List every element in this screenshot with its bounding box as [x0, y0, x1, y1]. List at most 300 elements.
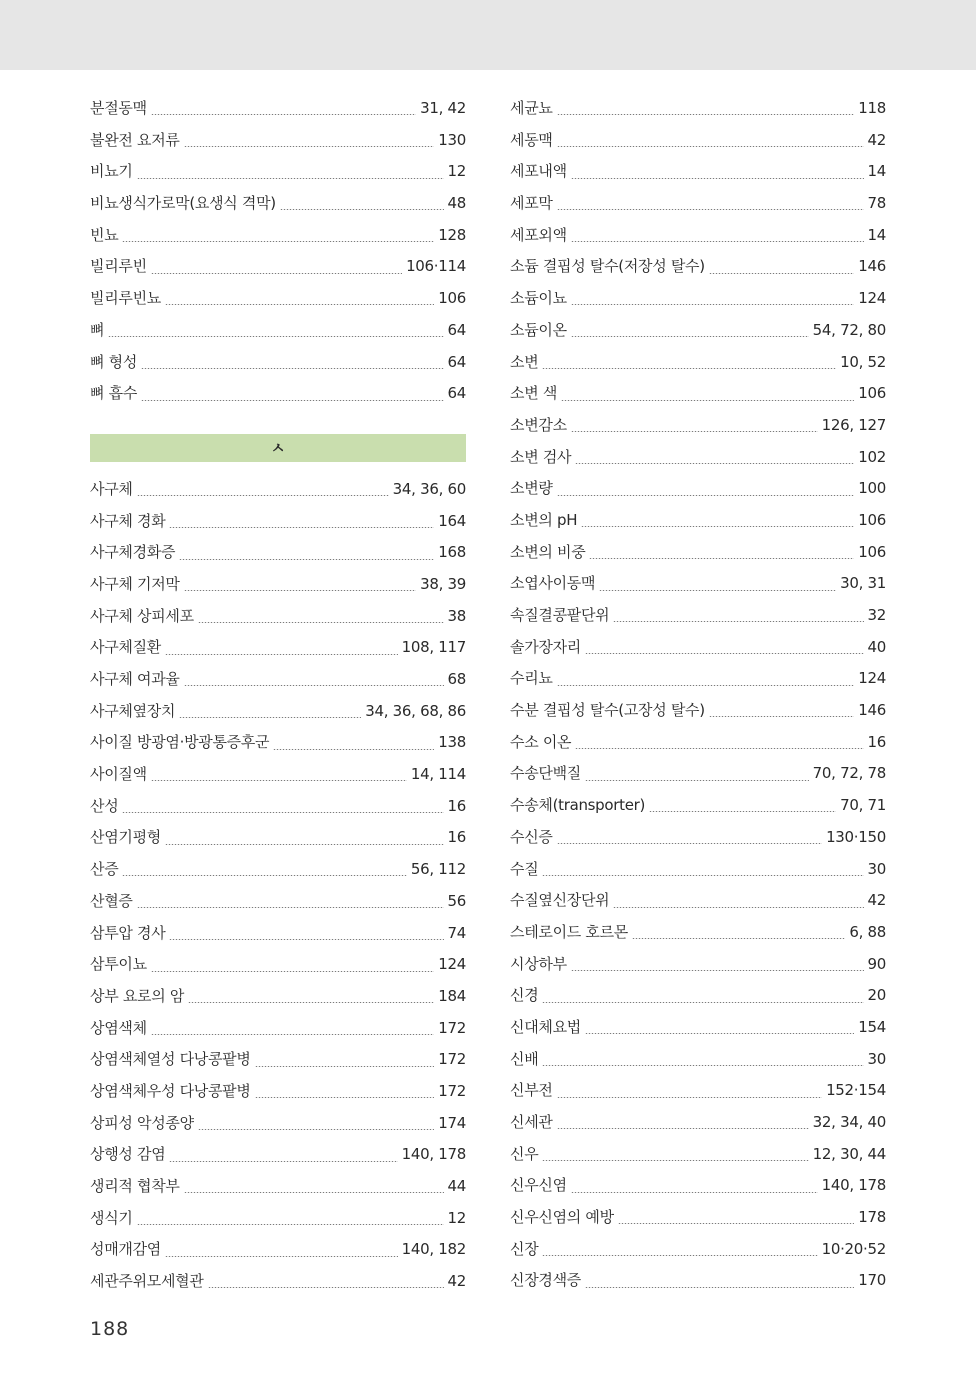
index-entry	[90, 1234, 466, 1266]
index-page-ref: 64	[447, 384, 466, 403]
index-entry	[510, 822, 886, 854]
index-page-ref: 178	[858, 1208, 886, 1227]
index-page-ref: 146	[858, 701, 886, 720]
index-term: 신대체요법	[510, 1017, 581, 1036]
dot-leader	[141, 400, 443, 401]
index-term: 삼투이뇨	[90, 955, 147, 974]
index-page-ref: 172	[438, 1081, 466, 1100]
index-entry	[510, 251, 886, 283]
index-entry	[90, 220, 466, 252]
index-page-ref: 14, 114	[410, 765, 466, 784]
index-page-ref: 100	[858, 479, 886, 498]
index-entry	[90, 981, 466, 1013]
dot-leader	[137, 1224, 444, 1225]
dot-leader	[709, 716, 854, 717]
index-list-section-siot	[90, 474, 466, 1298]
index-entry	[90, 632, 466, 664]
index-term: 성매개감염	[90, 1240, 161, 1259]
index-page-ref: 106	[858, 384, 886, 403]
index-term: 사구체	[90, 479, 133, 498]
index-page-ref: 20	[867, 986, 886, 1005]
index-term: 신우신염	[510, 1176, 567, 1195]
index-page-ref: 140, 178	[821, 1176, 886, 1195]
index-term: 소변의 비중	[510, 542, 586, 561]
index-entry	[510, 473, 886, 505]
index-entry	[510, 727, 886, 759]
index-page-ref: 106·114	[406, 257, 466, 276]
index-entry	[510, 378, 886, 410]
dot-leader	[557, 1128, 809, 1129]
index-page-ref: 64	[447, 320, 466, 339]
index-entry	[510, 1075, 886, 1107]
index-page-ref: 16	[447, 828, 466, 847]
index-entry	[90, 93, 466, 125]
index-entry	[510, 854, 886, 886]
index-page-ref: 56	[447, 891, 466, 910]
index-term: 뼈 형성	[90, 352, 138, 371]
index-page-ref: 14	[867, 162, 886, 181]
dot-leader	[169, 939, 443, 940]
index-term: 세포막	[510, 194, 553, 213]
index-entry	[510, 156, 886, 188]
dot-leader	[649, 811, 836, 812]
index-page-ref: 184	[438, 986, 466, 1005]
index-page-ref: 154	[858, 1017, 886, 1036]
index-entry	[90, 378, 466, 410]
dot-leader	[137, 495, 389, 496]
index-entry	[90, 251, 466, 283]
index-page-ref: 164	[438, 511, 466, 530]
index-entry	[90, 601, 466, 633]
index-entry	[510, 315, 886, 347]
index-term: 수분 결핍성 탈수(고장성 탈수)	[510, 701, 705, 720]
index-term: 신경	[510, 986, 539, 1005]
index-page-ref: 118	[858, 99, 886, 117]
dot-leader	[542, 1002, 863, 1003]
index-entry	[510, 505, 886, 537]
index-page-ref: 42	[867, 130, 886, 149]
index-entry	[510, 917, 886, 949]
index-page-ref: 128	[438, 225, 466, 244]
index-entry	[510, 885, 886, 917]
index-page-ref: 44	[447, 1177, 466, 1195]
index-entry	[90, 1013, 466, 1045]
index-entry	[510, 980, 886, 1012]
index-page-ref: 31, 42	[420, 99, 466, 117]
index-entry	[90, 283, 466, 315]
dot-leader	[613, 907, 863, 908]
index-term: 수리뇨	[510, 669, 553, 688]
index-entry	[510, 949, 886, 981]
dot-leader	[151, 273, 402, 274]
index-entry	[90, 664, 466, 696]
index-entry	[90, 188, 466, 220]
index-page-ref: 130	[438, 130, 466, 149]
index-term: 생식기	[90, 1208, 133, 1227]
dot-leader	[108, 336, 443, 337]
dot-leader	[613, 621, 863, 622]
index-page-ref: 6, 88	[849, 922, 886, 941]
index-term: 신우신염의 예방	[510, 1208, 614, 1227]
index-term: 산혈증	[90, 891, 133, 910]
dot-leader	[589, 558, 854, 559]
dot-leader	[585, 653, 864, 654]
dot-leader	[179, 717, 361, 718]
index-page-ref: 172	[438, 1018, 466, 1037]
index-page-ref: 172	[438, 1050, 466, 1069]
index-page-ref: 106	[438, 289, 466, 308]
index-entry	[90, 1203, 466, 1235]
index-entry	[510, 790, 886, 822]
index-entry	[510, 600, 886, 632]
index-page-ref: 170	[858, 1271, 886, 1290]
dot-leader	[151, 114, 416, 115]
dot-leader	[557, 685, 855, 686]
dot-leader	[571, 1192, 818, 1193]
index-page-ref: 32	[867, 606, 886, 624]
index-term: 빈뇨	[90, 225, 119, 244]
index-entry	[510, 1234, 886, 1266]
index-entry	[90, 1171, 466, 1203]
index-term: 상염색체열성 다낭콩팥병	[90, 1050, 251, 1069]
index-entry	[510, 663, 886, 695]
index-entry	[90, 1044, 466, 1076]
index-term: 소변 색	[510, 384, 558, 403]
dot-leader	[542, 1160, 808, 1161]
dot-leader	[184, 590, 416, 591]
index-column-left	[90, 93, 466, 1298]
dot-leader	[137, 178, 444, 179]
dot-leader	[571, 336, 809, 337]
index-page-ref: 30, 31	[840, 574, 886, 593]
index-entry	[90, 125, 466, 157]
index-term: 산성	[90, 796, 119, 815]
dot-leader	[188, 1002, 434, 1003]
dot-leader	[709, 273, 854, 274]
index-entry	[90, 759, 466, 791]
index-page-ref: 68	[447, 670, 466, 688]
dot-leader	[255, 1097, 435, 1098]
index-page-ref: 10·20·52	[821, 1239, 886, 1258]
dot-leader	[141, 368, 443, 369]
dot-leader	[575, 748, 863, 749]
index-entry	[510, 188, 886, 220]
index-entry	[510, 758, 886, 790]
index-page-ref: 138	[438, 733, 466, 752]
index-entry	[510, 1012, 886, 1044]
index-term: 수신증	[510, 827, 553, 846]
dot-leader	[179, 559, 434, 560]
dot-leader	[184, 685, 444, 686]
index-entry	[510, 695, 886, 727]
index-term: 소변량	[510, 479, 553, 498]
dot-leader	[165, 1256, 398, 1257]
index-page-ref: 30	[867, 859, 886, 878]
dot-leader	[557, 495, 855, 496]
index-page-ref: 152·154	[826, 1081, 886, 1100]
index-term: 상부 요로의 암	[90, 986, 185, 1005]
dot-leader	[557, 1097, 822, 1098]
index-page-ref: 54, 72, 80	[812, 320, 886, 339]
index-entry	[90, 156, 466, 188]
index-entry	[510, 1044, 886, 1076]
dot-leader	[184, 1192, 444, 1193]
page-number: 188	[90, 1318, 130, 1340]
index-page-ref: 90	[867, 954, 886, 973]
dot-leader	[585, 780, 809, 781]
index-page-ref: 16	[447, 796, 466, 815]
index-entry	[510, 1107, 886, 1139]
index-term: 사이질액	[90, 765, 147, 784]
dot-leader	[557, 114, 855, 115]
dot-leader	[208, 1287, 444, 1288]
dot-leader	[165, 304, 434, 305]
dot-leader	[571, 178, 864, 179]
index-term: 세포내액	[510, 162, 567, 181]
dot-leader	[632, 938, 845, 939]
index-term: 사구체옆장치	[90, 701, 176, 720]
dot-leader	[542, 1255, 817, 1256]
dot-leader	[571, 431, 818, 432]
dot-leader	[599, 590, 836, 591]
dot-leader	[169, 1161, 397, 1162]
index-page-ref: 34, 36, 60	[392, 479, 466, 498]
index-term: 세균뇨	[510, 99, 553, 117]
index-term: 수송단백질	[510, 764, 581, 783]
index-entry	[510, 347, 886, 379]
dot-leader	[542, 1065, 863, 1066]
index-entry	[510, 1265, 886, 1297]
dot-leader	[618, 1223, 854, 1224]
index-entry	[510, 1139, 886, 1171]
index-page-ref: 34, 36, 68, 86	[365, 701, 466, 720]
index-term: 빌리루빈뇨	[90, 289, 161, 308]
index-entry	[510, 125, 886, 157]
index-entry	[90, 854, 466, 886]
index-entry	[90, 822, 466, 854]
dot-leader	[571, 241, 864, 242]
index-entry	[90, 1108, 466, 1140]
index-term: 소듐이뇨	[510, 289, 567, 308]
index-term: 산염기평형	[90, 828, 161, 847]
index-page-ref: 64	[447, 352, 466, 371]
index-term: 세관주위모세혈관	[90, 1272, 204, 1291]
index-entry	[510, 1170, 886, 1202]
index-term: 신배	[510, 1049, 539, 1068]
dot-leader	[165, 844, 444, 845]
index-list-before-section	[90, 93, 466, 410]
dot-leader	[542, 368, 836, 369]
dot-leader	[557, 146, 864, 147]
index-entry	[90, 791, 466, 823]
dot-leader	[137, 907, 444, 908]
index-entry	[90, 886, 466, 918]
index-column-right	[510, 93, 886, 1297]
dot-leader	[557, 209, 864, 210]
dot-leader	[122, 875, 406, 876]
index-page-ref: 12	[447, 162, 466, 181]
dot-leader	[575, 463, 854, 464]
index-term: 사구체 상피세포	[90, 606, 194, 625]
index-entry	[90, 1266, 466, 1298]
index-page-ref: 124	[858, 669, 886, 688]
index-entry	[90, 727, 466, 759]
top-header-band	[0, 0, 976, 70]
index-page-ref: 168	[438, 543, 466, 562]
index-term: 사구체 여과율	[90, 670, 180, 688]
index-term: 상염색체우성 다낭콩팥병	[90, 1081, 251, 1100]
index-term: 삼투압 경사	[90, 923, 166, 942]
index-term: 불완전 요저류	[90, 130, 180, 149]
index-page-ref: 78	[867, 194, 886, 213]
dot-leader	[561, 400, 854, 401]
dot-leader	[151, 780, 407, 781]
index-page-ref: 56, 112	[410, 860, 466, 879]
dot-leader	[151, 1034, 435, 1035]
index-term: 사구체질환	[90, 638, 161, 657]
index-page-ref: 32, 34, 40	[812, 1113, 886, 1131]
index-entry	[90, 1139, 466, 1171]
dot-leader	[585, 1287, 854, 1288]
index-entry	[90, 347, 466, 379]
index-term: 소변감소	[510, 415, 567, 434]
index-entry	[90, 918, 466, 950]
dot-leader	[557, 843, 822, 844]
index-term: 신우	[510, 1144, 539, 1163]
dot-leader	[198, 622, 444, 623]
dot-leader	[169, 527, 434, 528]
index-page-ref: 42	[447, 1272, 466, 1291]
dot-leader	[571, 970, 864, 971]
index-term: 상피성 악성종양	[90, 1113, 194, 1132]
index-entry	[90, 315, 466, 347]
index-page-ref: 140, 182	[401, 1240, 466, 1259]
index-entry	[510, 410, 886, 442]
index-term: 빌리루빈	[90, 257, 147, 276]
index-page-ref: 70, 71	[840, 796, 886, 815]
index-term: 신세관	[510, 1113, 553, 1131]
dot-leader	[184, 146, 435, 147]
dot-leader	[280, 209, 444, 210]
index-term: 생리적 협착부	[90, 1177, 180, 1195]
index-entry	[90, 474, 466, 506]
index-term: 사구체 경화	[90, 511, 166, 530]
index-page-ref: 12	[447, 1208, 466, 1227]
index-entry	[90, 1076, 466, 1108]
index-page-ref: 16	[867, 732, 886, 751]
index-term: 속질결콩팥단위	[510, 606, 610, 624]
index-entry	[510, 632, 886, 664]
index-page-ref: 126, 127	[821, 415, 886, 434]
index-term: 상행성 감염	[90, 1145, 166, 1164]
index-term: 분절동맥	[90, 99, 147, 117]
index-term: 신장	[510, 1239, 539, 1258]
index-page-ref: 140, 178	[401, 1145, 466, 1164]
index-term: 소엽사이동맥	[510, 574, 596, 593]
index-page-ref: 30	[867, 1049, 886, 1068]
index-term: 비뇨기	[90, 162, 133, 181]
index-entry	[90, 506, 466, 538]
index-term: 세포외액	[510, 225, 567, 244]
index-entry	[510, 1202, 886, 1234]
dot-leader	[198, 1129, 434, 1130]
index-term: 뼈 흡수	[90, 384, 138, 403]
index-term: 스테로이드 호르몬	[510, 922, 628, 941]
dot-leader	[165, 654, 398, 655]
index-entry	[90, 569, 466, 601]
index-term: 소듐 결핍성 탈수(저장성 탈수)	[510, 257, 705, 276]
dot-leader	[571, 304, 855, 305]
index-term: 뼈	[90, 320, 105, 339]
index-term: 소듐이온	[510, 320, 567, 339]
index-term: 세동맥	[510, 130, 553, 149]
index-term: 사구체경화증	[90, 543, 176, 562]
index-page-ref: 102	[858, 447, 886, 466]
index-entry	[510, 283, 886, 315]
index-entry	[510, 568, 886, 600]
index-term: 신부전	[510, 1081, 553, 1100]
dot-leader	[542, 875, 863, 876]
index-entry	[510, 537, 886, 569]
index-term: 수소 이온	[510, 732, 572, 751]
index-page-ref: 106	[858, 542, 886, 561]
index-page-ref: 40	[867, 637, 886, 656]
index-page-ref: 42	[867, 891, 886, 910]
index-page-ref: 124	[438, 955, 466, 974]
index-entry	[510, 93, 886, 125]
dot-leader	[581, 526, 854, 527]
dot-leader	[255, 1066, 435, 1067]
index-term: 수질옆신장단위	[510, 891, 610, 910]
index-entry	[90, 696, 466, 728]
index-page-ref: 74	[447, 923, 466, 942]
index-entry	[90, 537, 466, 569]
index-term: 사구체 기저막	[90, 574, 180, 593]
section-header-siot: ㅅ	[90, 434, 466, 462]
index-term: 사이질 방광염·방광통증후군	[90, 733, 270, 752]
index-term: 수송체(transporter)	[510, 796, 646, 815]
index-page-ref: 38	[447, 606, 466, 625]
index-term: 소변 검사	[510, 447, 572, 466]
index-page-ref: 108, 117	[401, 638, 466, 657]
index-page-ref: 38, 39	[420, 574, 466, 593]
index-page-ref: 70, 72, 78	[812, 764, 886, 783]
index-term: 산증	[90, 860, 119, 879]
dot-leader	[585, 1033, 854, 1034]
index-page-ref: 48	[447, 194, 466, 213]
dot-leader	[151, 971, 435, 972]
index-term: 솔가장자리	[510, 637, 581, 656]
dot-leader	[273, 749, 434, 750]
section-spacer	[90, 410, 466, 434]
index-page-ref: 10, 52	[840, 352, 886, 371]
index-term: 상염색체	[90, 1018, 147, 1037]
index-term: 비뇨생식가로막(요생식 격막)	[90, 194, 276, 213]
index-term: 시상하부	[510, 954, 567, 973]
index-page-ref: 12, 30, 44	[812, 1144, 886, 1163]
index-term: 소변의 pH	[510, 510, 578, 529]
index-term: 신장경색증	[510, 1271, 581, 1290]
index-term: 소변	[510, 352, 539, 371]
index-entry	[90, 949, 466, 981]
index-entry	[510, 220, 886, 252]
index-entry	[510, 442, 886, 474]
index-page-ref: 106	[858, 510, 886, 529]
index-list-right	[510, 93, 886, 1297]
index-page-ref: 146	[858, 257, 886, 276]
dot-leader	[122, 812, 443, 813]
index-page-ref: 174	[438, 1113, 466, 1132]
